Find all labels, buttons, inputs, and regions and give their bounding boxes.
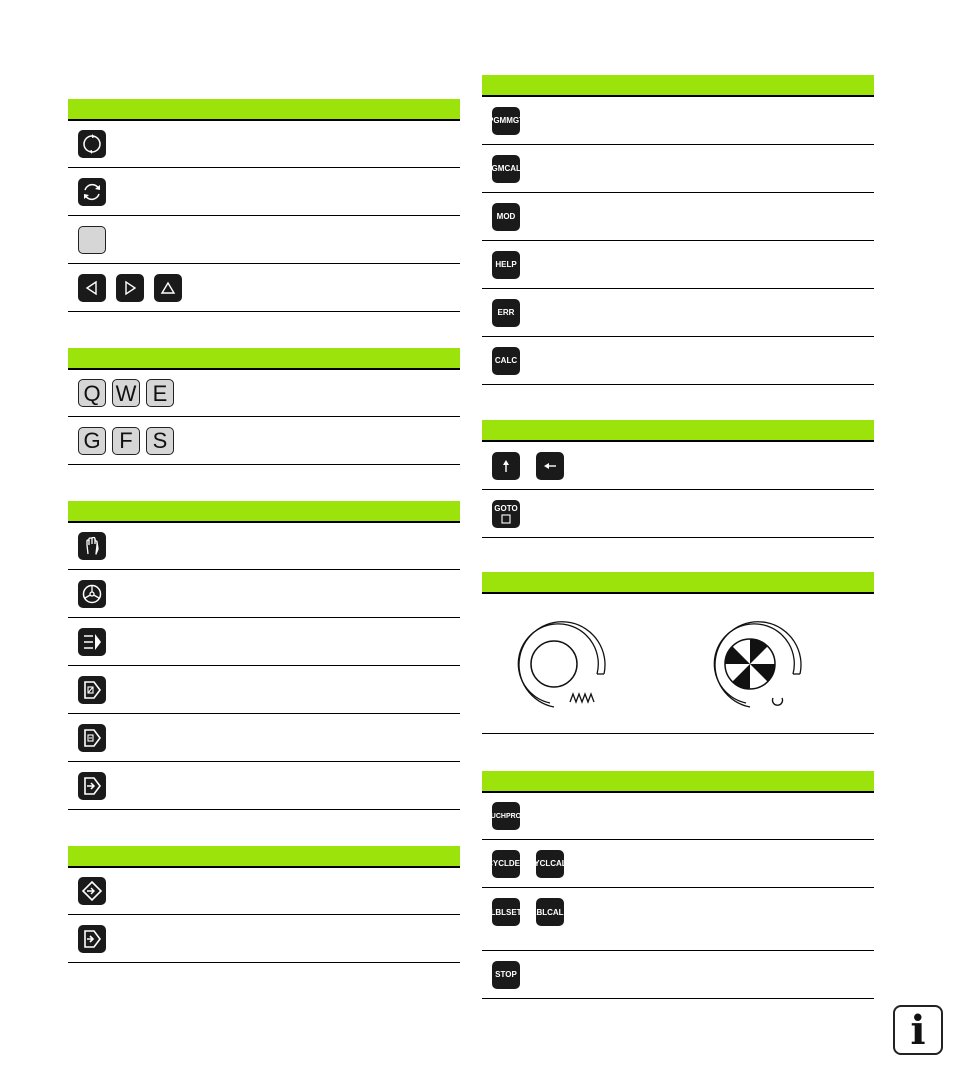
arrow-left-icon [543,459,557,473]
manual-operation-key[interactable] [78,532,106,560]
key-label-top: PGM [486,164,505,173]
table-row [482,289,874,337]
table-row [68,264,460,312]
table-row [68,868,460,915]
table-row [482,793,874,840]
table-header [68,846,460,868]
triangle-right-icon [122,280,138,296]
key-label-top: LBL [490,907,506,917]
arrow-right-box-icon [81,928,103,950]
rotate-arrows-icon [81,133,103,155]
table-row [482,888,874,951]
table-header [68,501,460,523]
table-row [68,168,460,216]
info-icon: i [893,1005,943,1055]
steering-wheel-icon [81,583,103,605]
hand-icon [82,536,102,556]
err-key[interactable]: ERR [492,299,520,327]
program-run-single-block-key[interactable] [78,676,106,704]
softkey-row-left-key[interactable] [78,274,106,302]
table-potentiometers [482,572,874,734]
pgm-call-key[interactable] [486,155,526,183]
table-row [68,714,460,762]
cycle-arrows-icon [81,181,103,203]
table-alpha-keys [68,348,460,465]
key-label-bottom: DEF [508,859,525,868]
key-label-top: TOUCH [481,812,506,820]
arrow-into-icon [81,775,103,797]
table-row [482,193,874,241]
key-label-top: PGM [488,116,507,125]
key-label-bottom: PROBE [505,812,531,820]
screen-layout-key[interactable] [78,130,106,158]
triangle-left-icon [84,280,100,296]
toggle-screen-key[interactable] [78,178,106,206]
spindle-icon [773,698,783,705]
table-header [482,75,874,97]
key-label-bottom: MGT [506,116,525,125]
key-label-bottom: CALL [504,164,526,173]
lbl-set-key[interactable] [492,898,520,926]
table-row [482,337,874,385]
table-header [68,348,460,370]
table-row [482,442,874,490]
touch-probe-key[interactable] [481,802,531,830]
table-header [68,99,460,121]
programming-editing-key[interactable] [78,877,106,905]
table-cycle-keys [482,771,874,999]
goto-key[interactable] [492,500,520,528]
key-label-bottom: CALL [547,907,569,917]
program-run-full-sequence-key[interactable] [78,724,106,752]
electronic-handwheel-key[interactable] [78,580,106,608]
key-label-top: CYCL [528,859,551,868]
test-run-key[interactable] [78,925,106,953]
s-key[interactable]: S [146,427,174,455]
f-key[interactable]: F [112,427,140,455]
table-row [482,951,874,999]
cycl-def-key[interactable] [487,850,525,878]
mod-key[interactable]: MOD [492,203,520,231]
table-row [68,523,460,570]
program-full-icon [81,727,103,749]
key-label-bottom: SET [506,907,522,917]
table-row [482,840,874,888]
table-header [482,572,874,594]
help-key[interactable]: HELP [492,251,520,279]
w-key[interactable]: W [112,379,140,407]
arrow-up-icon [499,459,513,473]
diamond-arrow-icon [81,880,103,902]
table-row [68,915,460,963]
table-header [482,771,874,793]
program-run-arrow-key[interactable] [78,772,106,800]
square-icon [501,514,511,524]
softkey-row-right-key[interactable] [116,274,144,302]
key-label-top: LBL [531,907,548,917]
lbl-call-key[interactable] [531,898,569,926]
table-row [482,594,874,734]
table-row [482,490,874,538]
pgm-mgt-key[interactable] [488,107,525,135]
table-navigation-keys [482,420,874,538]
spring-icon [570,694,594,702]
key-label-bottom: CALL [550,859,572,868]
table-row [482,97,874,145]
table-screen-keys [68,99,460,312]
e-key[interactable]: E [146,379,174,407]
program-single-icon [81,679,103,701]
spindle-speed-potentiometer[interactable] [700,614,810,714]
table-row [68,121,460,168]
key-label-top: CYCL [487,859,509,868]
table-row [68,370,460,417]
table-row [68,618,460,666]
softkey-row-up-key[interactable] [154,274,182,302]
table-row [68,216,460,264]
lines-arrow-icon [81,631,103,653]
key-label: GOTO [494,503,518,513]
positioning-mdi-key[interactable] [78,628,106,656]
q-key[interactable]: Q [78,379,106,407]
table-row [68,570,460,618]
table-programming-modes [68,846,460,963]
table-row [482,145,874,193]
table-row [68,762,460,810]
g-key[interactable]: G [78,427,106,455]
table-program-keys [482,75,874,385]
table-row [482,241,874,289]
arrow-left-key[interactable] [536,452,564,480]
table-row [68,666,460,714]
table-row [68,417,460,465]
cycl-call-key[interactable] [528,850,572,878]
soft-key[interactable] [78,226,106,254]
calc-key[interactable]: CALC [492,347,520,375]
feed-rate-potentiometer[interactable] [504,614,614,714]
table-machine-modes [68,501,460,810]
arrow-up-key[interactable] [492,452,520,480]
triangle-up-icon [160,280,176,296]
stop-key[interactable]: STOP [492,961,520,989]
table-header [482,420,874,442]
